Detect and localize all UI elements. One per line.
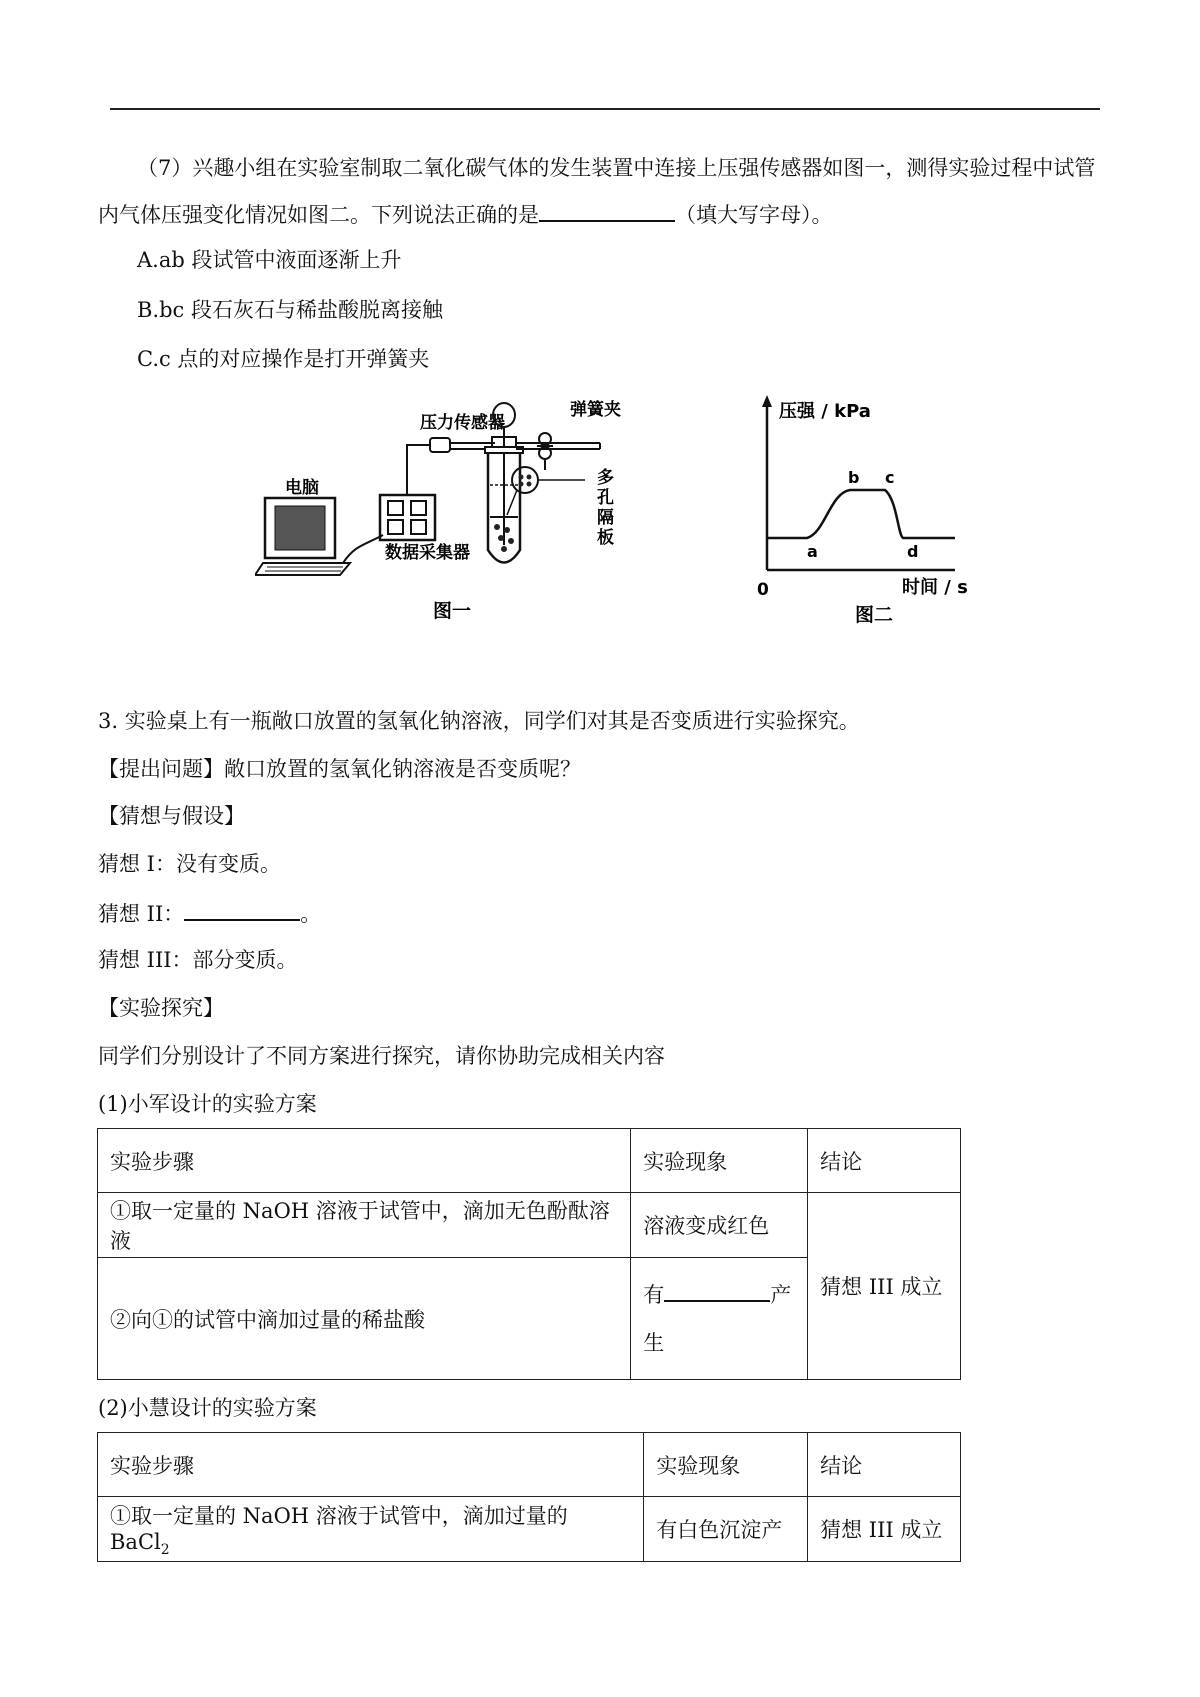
subscript: 2 xyxy=(160,1542,170,1559)
porous-plate-label-2: 孔 xyxy=(597,488,614,508)
point-a-label: a xyxy=(807,542,818,561)
figure-apparatus xyxy=(255,395,655,630)
spring-clip-label: 弹簧夹 xyxy=(570,400,621,420)
header-phenomenon: 实验现象 xyxy=(631,1129,808,1193)
table-header-row xyxy=(98,1129,961,1193)
explore-intro: 同学们分别设计了不同方案进行探究，请你协助完成相关内容 xyxy=(98,1044,665,1068)
conclusion-cell: 猜想 III 成立 xyxy=(808,1193,961,1380)
y-axis-label: 压强 / kPa xyxy=(779,401,871,422)
figure-pressure-graph xyxy=(755,395,985,630)
hypothesis-3: 猜想 III：部分变质。 xyxy=(98,948,298,972)
porous-plate-label-3: 隔 xyxy=(597,508,614,528)
header-rule xyxy=(110,108,1100,110)
data-collector-label: 数据采集器 xyxy=(385,543,470,563)
q7-line2-text: 内气体压强变化情况如图二。下列说法正确的是 xyxy=(98,203,539,227)
plan1-table xyxy=(97,1128,961,1380)
q7-option-a: A.ab 段试管中液面逐渐上升 xyxy=(137,248,402,272)
figure2-caption: 图二 xyxy=(855,604,894,626)
header-conclusion: 结论 xyxy=(808,1433,961,1497)
table-row xyxy=(98,1193,961,1258)
data-collector-icon xyxy=(380,495,435,540)
explore-heading: 【实验探究】 xyxy=(98,996,224,1020)
hypothesis-blank[interactable] xyxy=(184,897,300,921)
header-step: 实验步骤 xyxy=(98,1129,631,1193)
phenomenon-blank[interactable] xyxy=(664,1278,770,1302)
phenomenon-cell: 溶液变成红色 xyxy=(631,1193,808,1258)
header-phenomenon: 实验现象 xyxy=(644,1433,808,1497)
table-header-row xyxy=(98,1433,961,1497)
point-b-label: b xyxy=(848,468,860,487)
pressure-sensor-icon xyxy=(430,438,450,452)
point-c-label: c xyxy=(885,468,895,487)
q3-question: 【提出问题】敞口放置的氢氧化钠溶液是否变质呢？ xyxy=(98,757,581,781)
phenomenon-line2: 生 xyxy=(643,1330,665,1355)
q7-line1: （7）兴趣小组在实验室制取二氧化碳气体的发生装置中连接上压强传感器如图一，测得实验过程中试管 xyxy=(137,156,1096,180)
hypothesis-heading: 【猜想与假设】 xyxy=(98,804,245,828)
table-row xyxy=(98,1497,961,1562)
q7-option-b: B.bc 段石灰石与稀盐酸脱离接触 xyxy=(137,298,443,322)
hypothesis-2-prefix: 猜想 II： xyxy=(98,902,185,926)
porous-plate-label-1: 多 xyxy=(597,468,614,488)
pressure-sensor-label: 压力传感器 xyxy=(420,413,505,433)
computer-icon xyxy=(255,498,350,575)
sensor-wire xyxy=(407,445,430,495)
header-conclusion: 结论 xyxy=(808,1129,961,1193)
plan2-table xyxy=(97,1432,961,1562)
answer-blank[interactable] xyxy=(539,198,675,222)
phenomenon-cell: 有白色沉淀产 xyxy=(644,1497,808,1562)
plan1-title: (1)小军设计的实验方案 xyxy=(98,1092,317,1116)
porous-plate-icon xyxy=(507,467,585,515)
hypothesis-2 xyxy=(98,897,321,929)
step-cell: ①取一定量的 NaOH 溶液于试管中，滴加无色酚酞溶液 xyxy=(98,1193,631,1258)
phenomenon-cell xyxy=(631,1258,808,1380)
step-text: ①取一定量的 NaOH 溶液于试管中，滴加过量的 BaCl xyxy=(110,1503,568,1554)
computer-cable xyxy=(343,535,383,563)
figure1-caption: 图一 xyxy=(433,600,472,622)
header-step: 实验步骤 xyxy=(98,1433,644,1497)
computer-label: 电脑 xyxy=(285,478,319,498)
q7-line2-suffix: （填大写字母）。 xyxy=(675,203,833,227)
porous-plate-label-4: 板 xyxy=(597,528,614,548)
point-d-label: d xyxy=(907,542,919,561)
spring-clip-icon xyxy=(537,433,553,470)
plan2-title: (2)小慧设计的实验方案 xyxy=(98,1396,317,1420)
pressure-curve xyxy=(767,490,955,538)
x-axis-label: 时间 / s xyxy=(902,577,968,598)
y-axis-arrow-icon xyxy=(762,395,772,407)
hypothesis-2-suffix: 。 xyxy=(300,902,322,926)
phenomenon-suffix: 产 xyxy=(770,1282,792,1307)
step-cell: ②向①的试管中滴加过量的稀盐酸 xyxy=(98,1258,631,1380)
q7-line2 xyxy=(98,198,833,230)
phenomenon-prefix: 有 xyxy=(643,1282,665,1307)
q7-option-c: C.c 点的对应操作是打开弹簧夹 xyxy=(137,347,430,371)
step-cell xyxy=(98,1497,644,1562)
origin-label: 0 xyxy=(757,580,769,600)
conclusion-cell: 猜想 III 成立 xyxy=(808,1497,961,1562)
hypothesis-1: 猜想 I：没有变质。 xyxy=(98,852,281,876)
q3-intro: 3. 实验桌上有一瓶敞口放置的氢氧化钠溶液，同学们对其是否变质进行实验探究。 xyxy=(98,709,860,733)
